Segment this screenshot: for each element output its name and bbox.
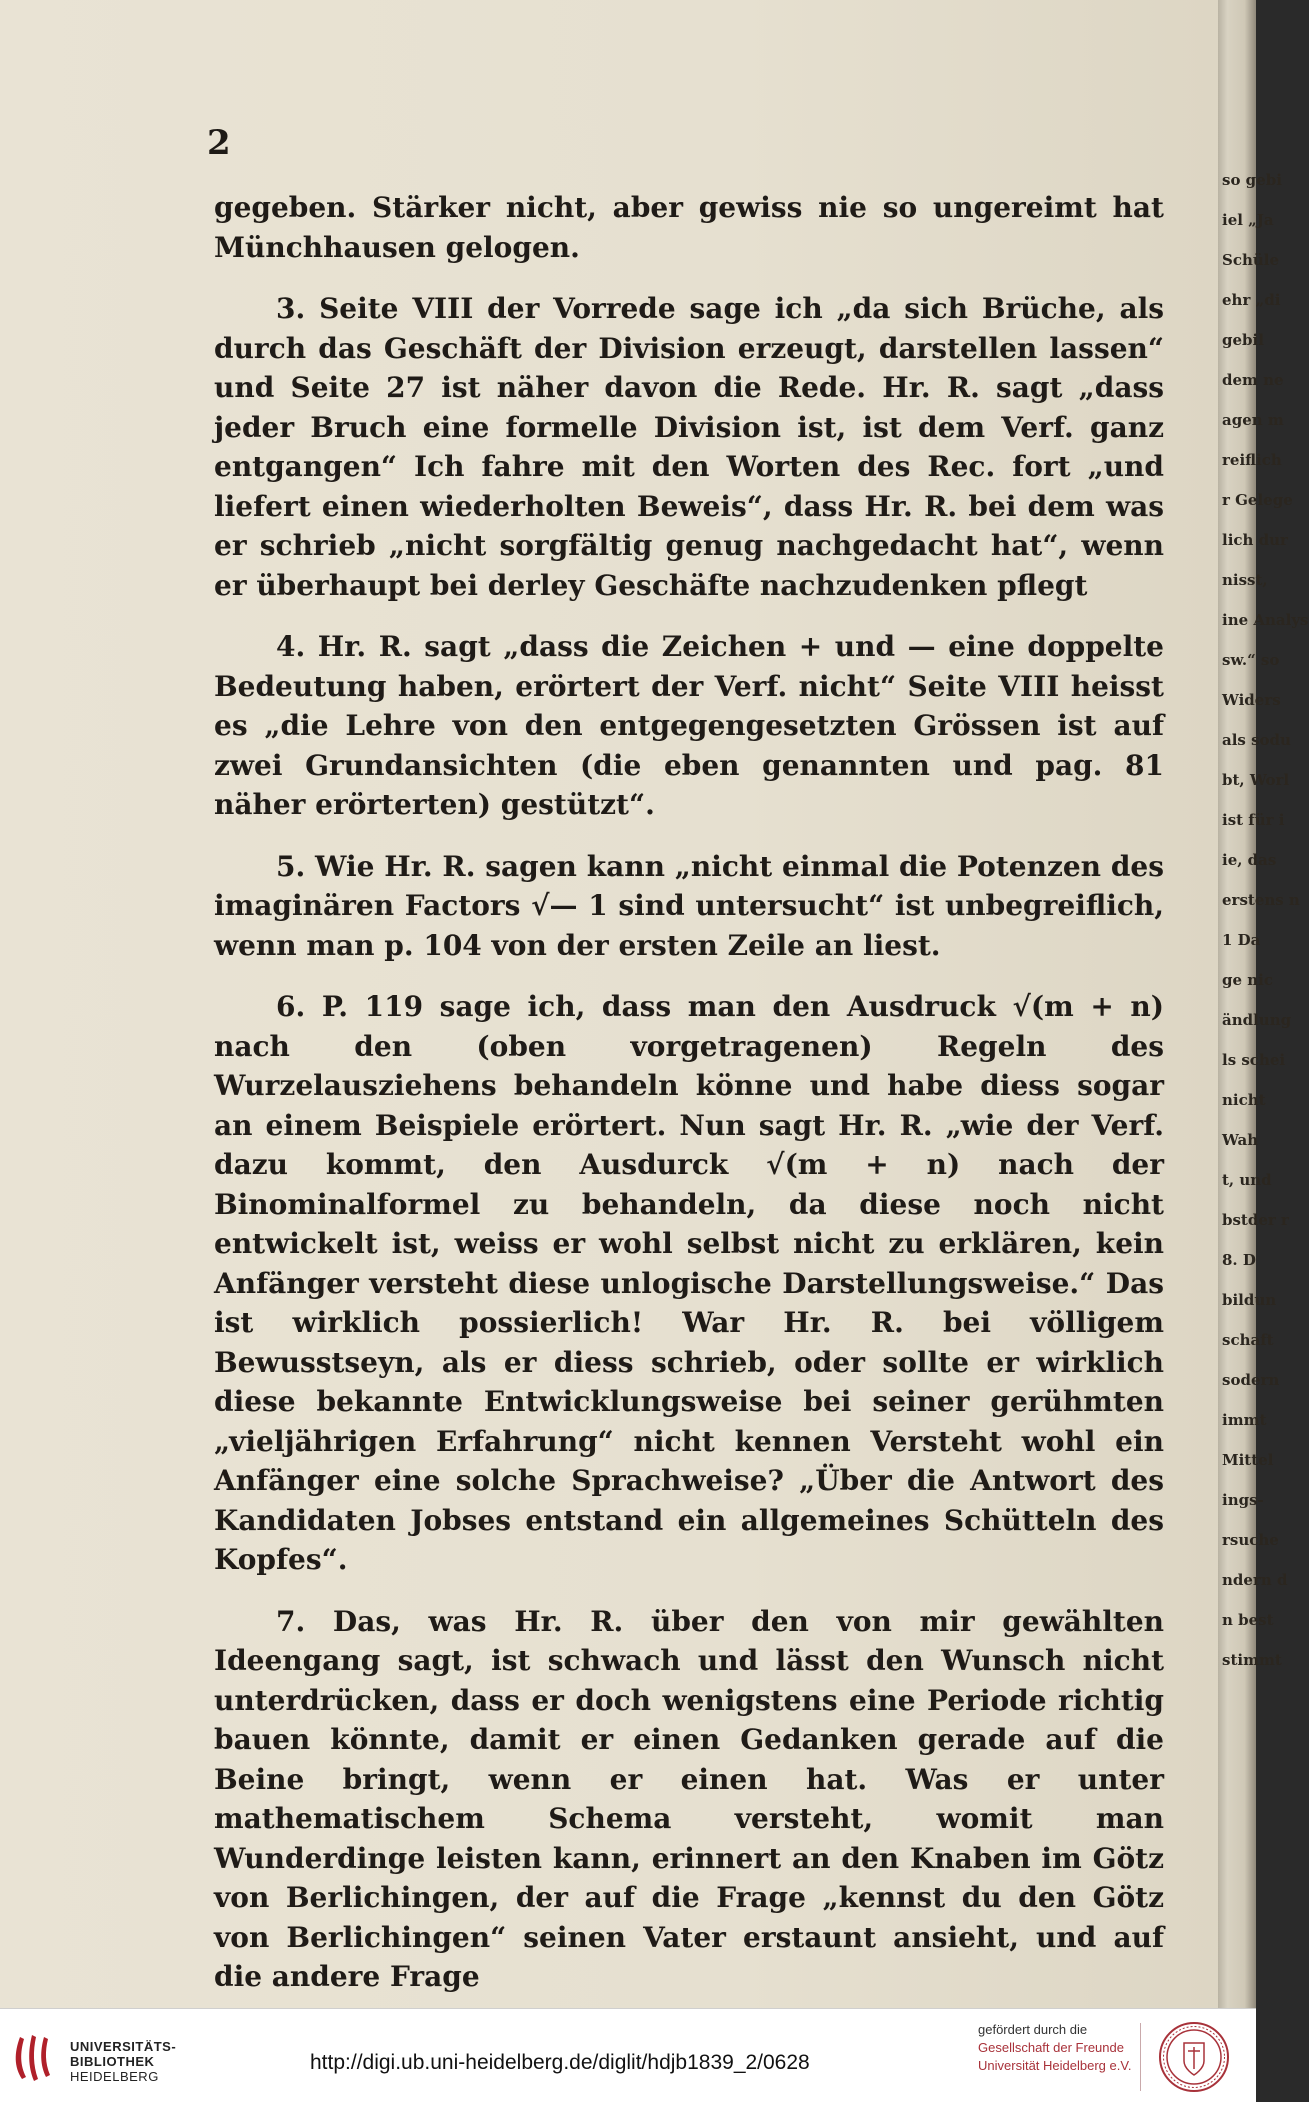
adjacent-page-text: ist für i [1222,811,1285,829]
adjacent-page-text: gebil [1222,331,1264,349]
sponsor-name: Gesellschaft der Freunde [978,2040,1124,2055]
adjacent-page-text: agen m [1222,411,1284,429]
adjacent-page-text: immt [1222,1411,1267,1429]
adjacent-page-text: ls schei [1222,1051,1286,1069]
paragraph: 5. Wie Hr. R. sagen kann „nicht einmal die Potenzen des imaginären Factors √— 1 sind untersucht“ ist unbegreiflich, wenn man p. 104 von der ersten Zeile an liest. [214,849,1164,962]
permalink-url[interactable]: http://digi.ub.uni-heidelberg.de/diglit/hdjb1839_2/0628 [310,2051,810,2074]
adjacent-page-text: t, und [1222,1171,1272,1189]
adjacent-page-text: Mittel [1222,1451,1274,1469]
university-library-logo-icon [12,2033,58,2083]
adjacent-page-text: r Gelege [1222,491,1293,509]
paragraph: gegeben. Stärker nicht, aber gewiss nie so ungereimt hat Münchhausen gelogen. [214,191,1164,264]
adjacent-page-text: stimmt [1222,1651,1282,1669]
adjacent-page-text: nicht [1222,1091,1266,1109]
adjacent-page-text: bt, Worl [1222,771,1290,789]
paragraph: 7. Das, was Hr. R. über den von mir gewählten Ideengang sagt, ist schwach und lässt den Wunsch nicht unterdrücken, dass er doch wenigstens eine Periode richtig bauen könnte, damit er einen Gedanken gerade auf die Beine bringt, wenn er einen hat. Was er unter mathematischem Schema versteht, womit man Wunderdinge leisten kann, erinnert an den Knaben im Götz von Berlichingen, der auf die Frage „kennst du den Götz von Berlichingen“ seinen Vater erstaunt ansieht, und auf die andere Frage [214,1604,1164,1993]
adjacent-page-text: sw.“ so [1222,651,1280,669]
adjacent-page-text: nisst, [1222,571,1268,589]
adjacent-page-text: ge nic [1222,971,1273,989]
library-name [70,2039,176,2084]
viewer-footer [0,2008,1256,2102]
adjacent-page-text: bstder r [1222,1211,1289,1229]
adjacent-page-text: Schüle [1222,251,1280,269]
sponsor-credit [978,2021,1131,2075]
adjacent-page-text: ehr „di [1222,291,1281,309]
library-name-line: HEIDELBERG [70,2069,159,2084]
library-name-line: UNIVERSITÄTS- [70,2039,177,2054]
adjacent-page-text: rsuche [1222,1531,1279,1549]
adjacent-page-text: ndern d [1222,1571,1288,1589]
adjacent-page-text: ine Analys [1222,611,1309,629]
adjacent-page-text: ings- [1222,1491,1264,1509]
sponsor-prefix: gefördert durch die [978,2022,1088,2037]
library-name-line: BIBLIOTHEK [70,2054,155,2069]
body-text [214,188,1164,2019]
adjacent-page-text: lich dur [1222,531,1288,549]
adjacent-page-text: 8. D [1222,1251,1256,1269]
adjacent-page-text: n best [1222,1611,1274,1629]
paragraph: 3. Seite VIII der Vorrede sage ich „da sich Brüche, als durch das Geschäft der Division erzeugt, darstellen lassen“ und Seite 27 ist näher davon die Rede. Hr. R. sagt „dass jeder Bruch eine formelle Division ist, ist dem Verf. ganz entgangen“ Ich fahre mit den Worten des Rec. fort „und liefert einen wiederholten Beweis“, dass Hr. R. bei dem was er schrieb „nicht sorgfältig genug nachgedacht hat“, wenn er überhaupt bei derley Geschäfte nachzudenken pflegt [214,292,1164,602]
paragraph: 6. P. 119 sage ich, dass man den Ausdruck √(m + n) nach den (oben vorgetragenen) Regeln des Wurzelausziehens behandeln könne und habe diess sogar an einem Beispiele erörtert. Nun sagt Hr. R. „wie der Verf. dazu kommt, den Ausdurck √(m + n) nach der Binominalformel zu behandeln, da diese noch nicht entwickelt ist, weiss er wohl selbst nicht zu erklären, kein Anfänger versteht diese unlogische Darstellungsweise.“ Das ist wirklich possierlich! War Hr. R. bei völligem Bewusstseyn, als er diess schrieb, oder sollte er wirklich diese bekannte Entwicklungsweise bei seiner gerühmten „vieljährigen Erfahrung“ nicht kennen Versteht wohl ein Anfänger eine solche Sprachweise? „Über die Antwort des Kandidaten Jobses entstand ein allgemeines Schütteln des Kopfes“. [214,990,1164,1576]
adjacent-page-text: reiflich [1222,451,1282,469]
adjacent-page-text: ändlung [1222,1011,1292,1029]
paragraph: 4. Hr. R. sagt „dass die Zeichen + und — eine doppelte Bedeutung haben, erörtert der Verf. nicht“ Seite VIII heisst es „die Lehre von den entgegengesetzten Grössen ist auf zwei Grundansichten (die eben genannten und pag. 81 näher erörterten) gestützt“. [214,630,1164,821]
adjacent-page-text: iel „Ja [1222,211,1274,229]
adjacent-page-text: bildun [1222,1291,1277,1309]
adjacent-page-text: 1 Da [1222,931,1261,949]
adjacent-page-text: Widers [1222,691,1281,709]
adjacent-page-text: ie, das [1222,851,1277,869]
adjacent-page-text: so gebi [1222,171,1282,189]
page-number: 2 [207,123,231,163]
university-seal-icon [1158,2021,1230,2093]
adjacent-page-text: schaft [1222,1331,1274,1349]
adjacent-page-fragment [1222,160,1309,1810]
adjacent-page-text: sodern [1222,1371,1280,1389]
adjacent-page-text: Wah [1222,1131,1259,1149]
sponsor-name: Universität Heidelberg e.V. [978,2058,1132,2073]
footer-divider [1140,2023,1141,2091]
adjacent-page-text: als sodu [1222,731,1291,749]
adjacent-page-text: dem ne [1222,371,1284,389]
adjacent-page-text: erstens n [1222,891,1300,909]
